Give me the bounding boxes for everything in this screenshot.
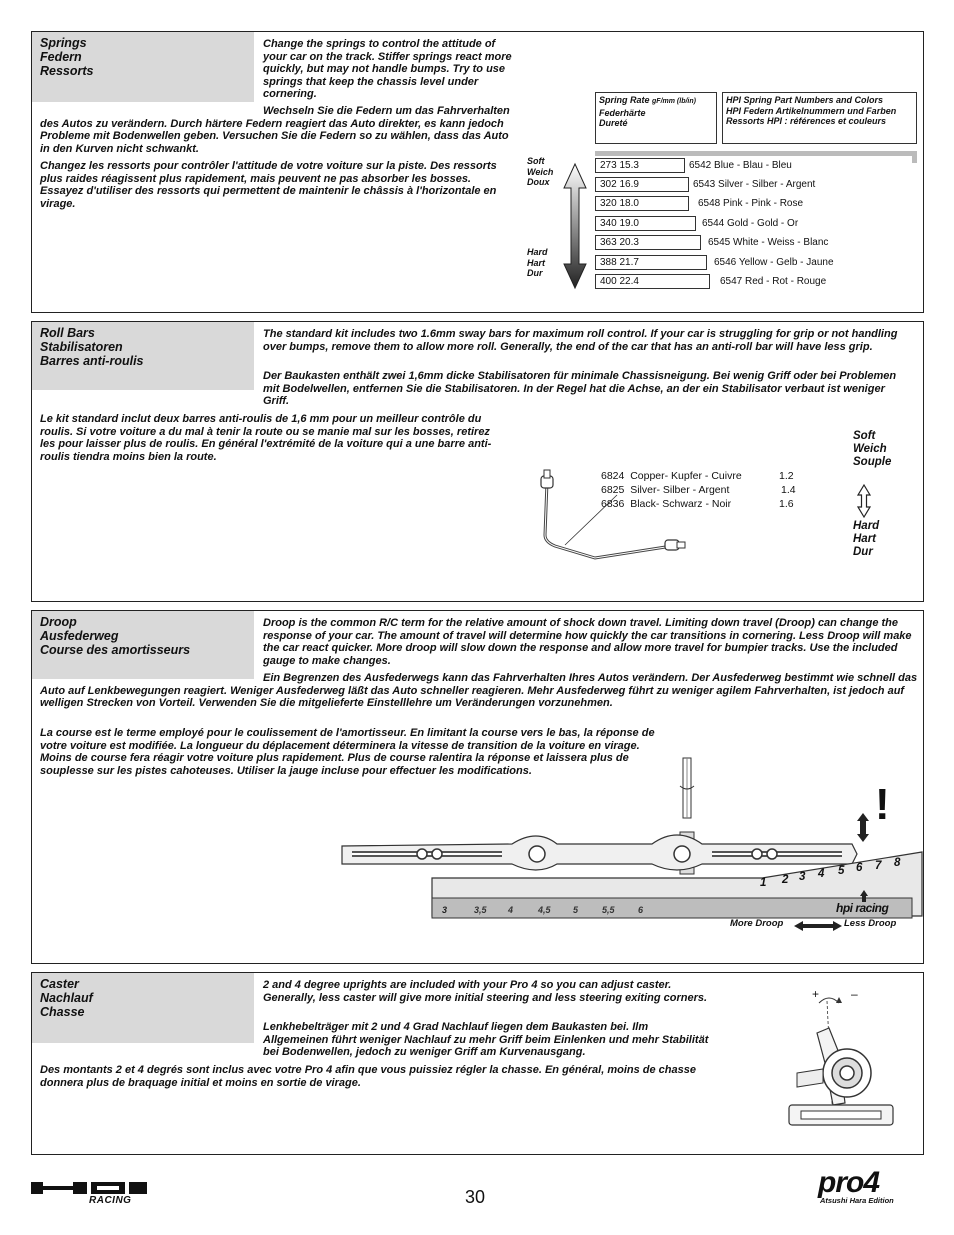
- double-arrow-icon: [857, 484, 871, 518]
- hpi-racing-sub: RACING: [89, 1195, 132, 1206]
- rollbar-part-6836: 6836 Black- Schwarz - Noir: [601, 498, 732, 510]
- droop-title-fr: Course des amortisseurs: [40, 643, 191, 657]
- droop-title-de: Ausfederweg: [40, 629, 119, 643]
- rollbars-title-fr: Barres anti-roulis: [40, 354, 144, 368]
- springs-text-fr: Changez les ressorts pour contrôler l'attitude de votre voiture sur la piste. Des ressorts plus raides réagissent plus rapidement, mais peuvent ne pas absorber les bosses. Essayez d'utiliser des ressorts qui permettent de maintenir le châssis à l'horizontale en virage.: [40, 160, 497, 210]
- spring-rate-header: Spring Rate gF/mm (lb/in) Federhärte Dureté: [595, 92, 717, 144]
- pro4-logo-text: pro4: [818, 1166, 880, 1199]
- rollbars-text-fr: Le kit standard inclut deux barres anti-roulis de 1,6 mm pour un meilleur contrôle du roulis. Si votre voiture a du mal à tenir la route ou se manie mal sur les bosses, retirez les pour laisser plus de roulis. En général l'extrémité de la voiture qui a une barre anti-roulis tiendra moins bien la route.: [40, 413, 492, 463]
- rollbars-title-box: [32, 322, 254, 390]
- spring-rate-363: 363 20.3: [595, 235, 701, 250]
- spring-part-6545: 6545 White - Weiss - Blanc: [708, 237, 829, 248]
- page-number: 30: [465, 1187, 486, 1207]
- springs-soft-label: Soft Weich Doux: [527, 156, 554, 187]
- less-droop-label: Less Droop: [844, 918, 897, 929]
- droop-gauge-brand: hpi racing: [836, 901, 889, 915]
- droop-gauge-step-scale: 1 2 3 4 5 6 7 8: [760, 857, 901, 889]
- droop-gauge-drawing: [332, 756, 922, 926]
- rollbars-soft-label: Soft Weich Souple: [853, 430, 892, 468]
- hpi-racing-logo: [31, 1178, 149, 1210]
- spring-rate-273: 273 15.3: [595, 158, 685, 173]
- springs-title-en: Springs: [40, 36, 87, 50]
- more-droop-label: More Droop: [730, 918, 784, 929]
- spring-table-rule-end: [912, 151, 917, 163]
- rollbars-text-en: The standard kit includes two 1.6mm sway bars for maximum roll control. If your car is struggling for grip or not handling over bumps, remove them to allow more roll. Generally, the end of the car that has an anti-roll bar will have less grip.: [263, 328, 898, 353]
- springs-title-de: Federn: [40, 50, 82, 64]
- spring-part-6544: 6544 Gold - Gold - Or: [702, 218, 799, 229]
- rollbars-section: [31, 321, 924, 602]
- rollbar-part-6824: 6824 Copper- Kupfer - Cuivre: [601, 470, 742, 482]
- caster-title-fr: Chasse: [40, 1005, 85, 1019]
- spring-part-6548: 6548 Pink - Pink - Rose: [698, 198, 804, 209]
- spring-rate-320: 320 18.0: [595, 196, 689, 211]
- rollbars-title-en: Roll Bars: [40, 326, 95, 340]
- pro4-logo: [818, 1168, 924, 1208]
- caster-section: [31, 972, 924, 1155]
- rollbar-size-16: 1.6: [779, 498, 794, 510]
- spring-parts-header: HPI Spring Part Numbers and Colors HPI Federn Artikelnummern und Farben Ressorts HPI : références et couleurs: [722, 92, 917, 144]
- spring-part-6542: 6542 Blue - Blau - Bleu: [689, 160, 792, 171]
- caster-text-en: 2 and 4 degree uprights are included with your Pro 4 so you can adjust caster. Generally, less caster will give more initial steering and less steering exiting corners.: [263, 979, 708, 1004]
- springs-section: [31, 31, 924, 313]
- droop-warning-icon: !: [875, 780, 890, 829]
- rollbar-size-14: 1.4: [781, 484, 796, 496]
- springs-hard-label: Hard Hart Dur: [527, 247, 548, 278]
- rollbar-part-6825: 6825 Silver- Silber - Argent: [601, 484, 730, 496]
- droop-text-fr: La course est le terme employé pour le coulissement de l'amortisseur. En limitant la course vers le bas, la réponse de votre voiture est modifiée. La longueur du déplacement déterminera la vitesse de transition de la voiture en virage. Moins de course fera réagir votre voiture plus rapidement. Plus de course ralentira la réponse et laissera plus de souplesse sur les pistes cahoteuses. Utiliser la jauge incluse pour effectuer les modifications.: [40, 727, 655, 777]
- spring-part-6547: 6547 Red - Rot - Rouge: [720, 276, 827, 287]
- spring-part-6546: 6546 Yellow - Gelb - Jaune: [714, 257, 834, 268]
- caster-title-de: Nachlauf: [40, 991, 93, 1005]
- spring-table-rule: [595, 151, 917, 156]
- springs-title-fr: Ressorts: [40, 64, 94, 78]
- springs-title-box: [32, 32, 254, 102]
- droop-section: [31, 610, 924, 964]
- spring-rate-340: 340 19.0: [595, 216, 696, 231]
- rollbars-hard-label: Hard Hart Dur: [853, 520, 880, 558]
- droop-text-de: Ein Begrenzen des Ausfederwegs kann das Fahrverhalten Ihres Autos verändern. Der Ausfederweg bestimmt wie schnell das Auto auf Lenkbewegungen reagiert. Weniger Ausfederweg läßt das Auto schneller reagieren. Mehr Ausfederweg führt zu weniger agilem Fahrverhalten, ist jedoch auf welligen Strecken von Vorteil. Verwenden Sie die mitgelieferte Einstelllehre um Veränderungen vorzunehmen.: [40, 672, 918, 709]
- springs-text-en: Change the springs to control the attitude of your car on the track. Stiffer springs react more quickly, but may not handle bumps. Try to use springs that keep the chassis level under cornering.: [263, 38, 512, 100]
- droop-text-en: Droop is the common R/C term for the relative amount of shock down travel. Limiting down travel (Droop) can change the response of your car. The amount of travel will determine how quickly the car transitions in cornering. Less Droop will make the car react quicker. More droop will slow down the response and allow more travel for bumpier tracks. Use the included gauge to make changes.: [263, 617, 912, 667]
- caster-upright-drawing: [787, 993, 897, 1133]
- spring-part-6543: 6543 Silver - Silber - Argent: [693, 179, 816, 190]
- caster-minus-label: –: [851, 987, 858, 1001]
- spring-rate-400: 400 22.4: [595, 274, 710, 289]
- springs-text-de: Wechseln Sie die Federn um das Fahrverhalten des Autos zu verändern. Durch härtere Federn reagiert das Auto direkter, es kann jedoch Probleme mit Bodenwellen geben. Versuchen Sie die Federn so zu wählen, dass das Auto in den Kurven nicht schwankt.: [40, 105, 510, 155]
- caster-title-box: [32, 973, 254, 1043]
- caster-text-de: Lenkhebelträger mit 2 und 4 Grad Nachlauf liegen dem Baukasten bei. Ilm Allgemeinen führt weniger Nachlauf zu mehr Griff beim Einlenken und mehr Stabilität bei Bodenwellen, jedoch zu weniger Griff am Kurvenausgang.: [263, 1021, 709, 1058]
- rollbars-text-de: Der Baukasten enthält zwei 1,6mm dicke Stabilisatoren für minimale Chassisneigung. Bei wenig Griff oder bei Problemen mit Bodelwellen, entfernen Sie die Stabilisatoren. In der Regel hat die Achse, an der ein Stabilisator verbaut ist weniger Griff.: [263, 370, 897, 407]
- caster-text-fr: Des montants 2 et 4 degrés sont inclus avec votre Pro 4 afin que vous puissiez régler la chasse. En général, moins de chasse donnera plus de braquage initial et moins en sortie de virage.: [40, 1064, 696, 1089]
- droop-title-box: [32, 611, 254, 679]
- spring-rate-302: 302 16.9: [595, 177, 689, 192]
- soft-hard-arrow-icon: [563, 162, 587, 290]
- spring-rate-388: 388 21.7: [595, 255, 707, 270]
- droop-double-arrow-icon: [794, 921, 842, 931]
- rollbar-size-12: 1.2: [779, 470, 794, 482]
- rollbars-title-de: Stabilisatoren: [40, 340, 123, 354]
- caster-plus-label: +: [812, 987, 820, 1001]
- pro4-edition-text: Atsushi Hara Edition: [820, 1196, 894, 1205]
- droop-title-en: Droop: [40, 615, 77, 629]
- caster-title-en: Caster: [40, 977, 79, 991]
- droop-gauge-bottom-scale: 3 3,5 4 4,5 5 5,5 6: [442, 905, 644, 915]
